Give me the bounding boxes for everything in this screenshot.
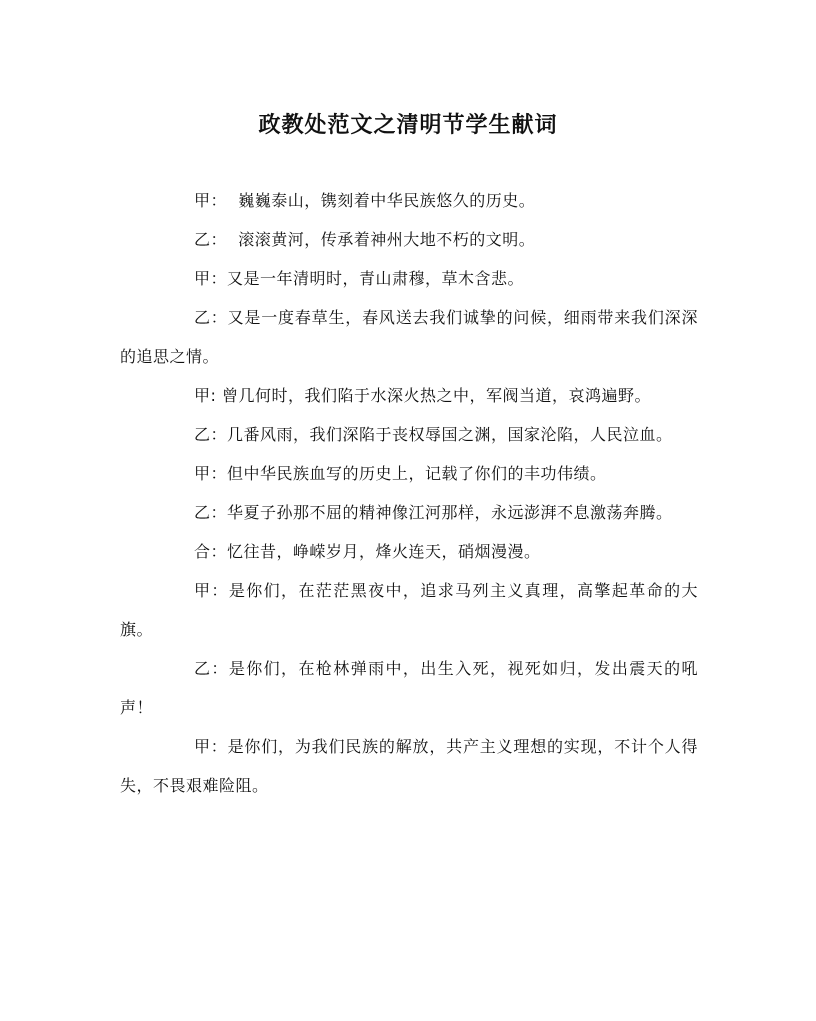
speaker-label: 甲： bbox=[194, 464, 228, 483]
paragraph bbox=[120, 571, 698, 649]
paragraph bbox=[120, 454, 698, 493]
paragraph-text: 又是一度春草生，春风送去我们诚挚的问候，细雨带来我们深深的追思之情。 bbox=[120, 308, 698, 366]
speaker-label: 甲： bbox=[194, 581, 229, 600]
paragraph-text: 巍巍泰山，镌刻着中华民族悠久的历史。 bbox=[227, 191, 536, 210]
speaker-label: 甲： bbox=[194, 269, 228, 288]
speaker-label: 甲： bbox=[194, 737, 228, 756]
paragraph bbox=[120, 415, 698, 454]
speaker-label: 乙： bbox=[194, 503, 228, 522]
paragraph-text: 但中华民族血写的历史上，记载了你们的丰功伟绩。 bbox=[227, 464, 607, 483]
paragraph bbox=[120, 532, 698, 571]
speaker-label: 乙： bbox=[194, 425, 228, 444]
paragraph-text: 又是一年清明时，青山肃穆，草木含悲。 bbox=[227, 269, 525, 288]
paragraph-text: 几番风雨，我们深陷于丧权辱国之渊，国家沦陷，人民泣血。 bbox=[227, 425, 673, 444]
paragraph-text: 是你们，在枪林弹雨中，出生入死，视死如归，发出震天的吼声！ bbox=[120, 659, 698, 717]
speaker-label: 合： bbox=[194, 542, 228, 561]
paragraph-text: 是你们，在茫茫黑夜中，追求马列主义真理，高擎起革命的大旗。 bbox=[120, 581, 698, 639]
paragraph-text: 是你们，为我们民族的解放，共产主义理想的实现，不计个人得失，不畏艰难险阻。 bbox=[120, 737, 698, 795]
speaker-label: 甲: bbox=[194, 386, 217, 405]
document-body bbox=[120, 181, 698, 805]
paragraph-text: 曾几何时，我们陷于水深火热之中，军阀当道，哀鸿遍野。 bbox=[216, 386, 651, 405]
document-title: 政教处范文之清明节学生献词 bbox=[258, 112, 558, 138]
speaker-label: 乙： bbox=[194, 659, 229, 678]
paragraph bbox=[120, 259, 698, 298]
paragraph bbox=[120, 727, 698, 805]
paragraph-text: 华夏子孙那不屈的精神像江河那样，永远澎湃不息激荡奔腾。 bbox=[227, 503, 673, 522]
speaker-label: 乙： bbox=[194, 308, 228, 327]
paragraph bbox=[120, 298, 698, 376]
paragraph bbox=[120, 649, 698, 727]
paragraph bbox=[120, 376, 698, 415]
speaker-label: 乙： bbox=[194, 230, 228, 249]
speaker-label: 甲： bbox=[194, 191, 228, 210]
paragraph bbox=[120, 493, 698, 532]
paragraph bbox=[120, 181, 698, 220]
paragraph-text: 忆往昔，峥嵘岁月，烽火连天，硝烟漫漫。 bbox=[227, 542, 541, 561]
paragraph bbox=[120, 220, 698, 259]
paragraph-text: 滚滚黄河，传承着神州大地不朽的文明。 bbox=[227, 230, 536, 249]
